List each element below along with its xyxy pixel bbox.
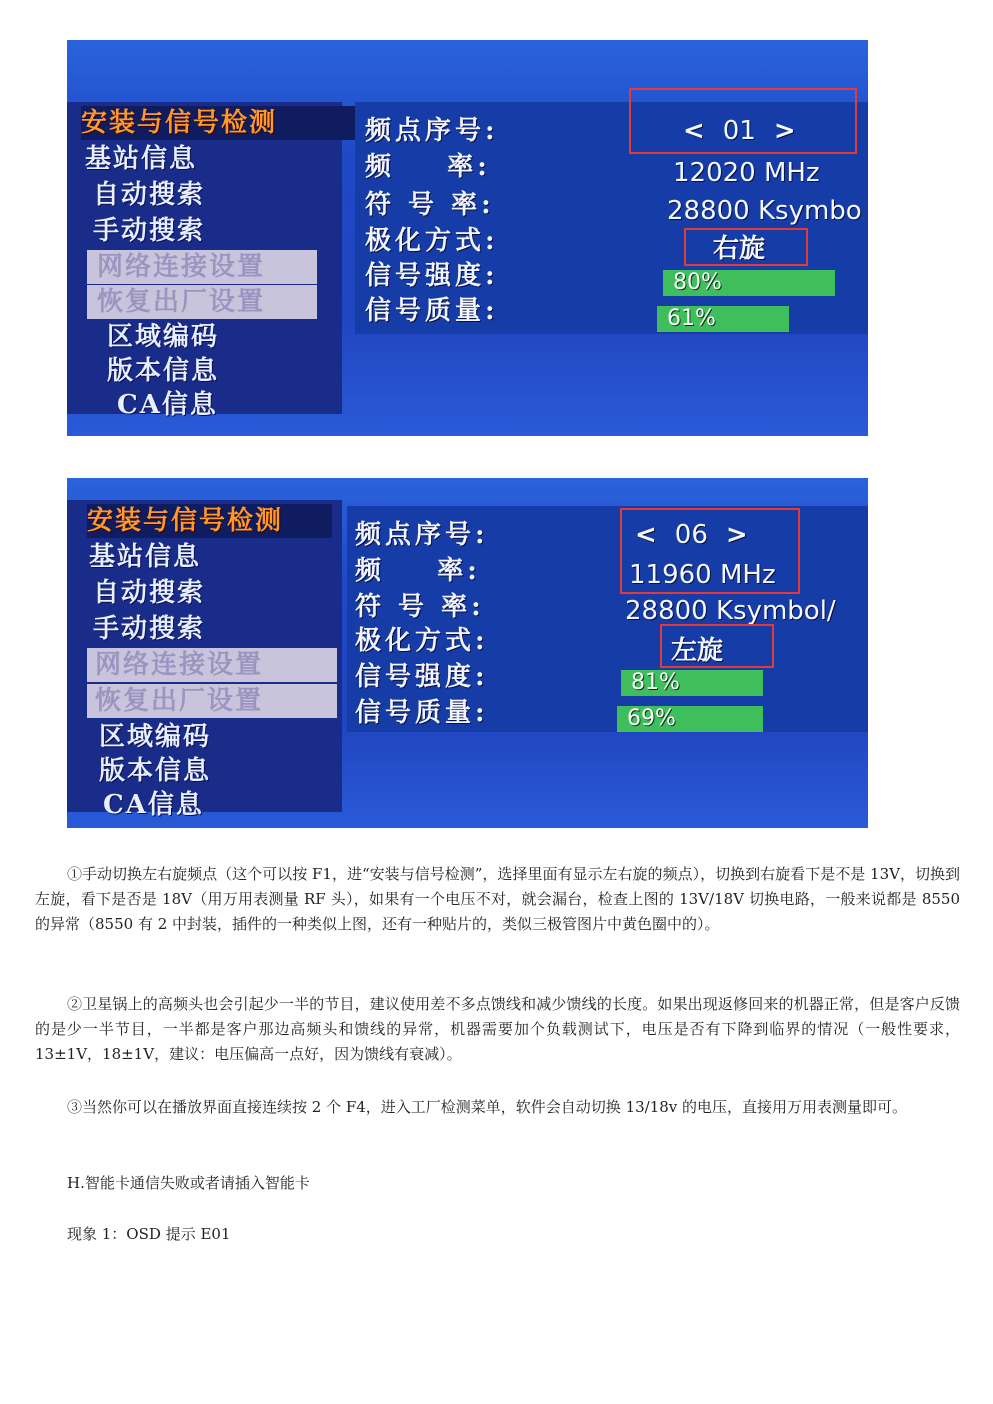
chevron-right-icon[interactable]: > <box>773 116 796 146</box>
side-menu <box>67 500 342 820</box>
phenomenon-line: 现象 1：OSD 提示 E01 <box>67 1225 231 1243</box>
side-menu <box>67 102 342 420</box>
menu-item-factory-reset[interactable]: 恢复出厂设置 <box>87 684 337 718</box>
menu-item-station-info[interactable]: 基站信息 <box>89 542 202 572</box>
polarization-value: 左旋 <box>671 636 724 666</box>
chevron-left-icon[interactable]: < <box>683 116 705 146</box>
highlight-box-channel-frequency <box>620 508 800 594</box>
quality-label: 信号质量: <box>355 698 489 728</box>
strength-label: 信号强度: <box>355 662 489 692</box>
menu-item-region-code[interactable]: 区域编码 <box>99 722 212 752</box>
menu-item-auto-search[interactable]: 自动搜索 <box>93 180 206 210</box>
paragraph-1: ①手动切换左右旋频点（这个可以按 F1，进“安装与信号检测”，选择里面有显示左右旋的频点），切换到右旋看下是不是 13V，切换到左旋，看下是否是 18V（用万用表测量 RF 头），如果有一个电压不对，就会漏台，检查上图的 13V/18V 切换电路，一般来说都是 8550 的异常（8550 有 2 中封装，插件的一种类似上图，还有一种贴片的，类似三极管图片中黄色圈中的）。 <box>35 865 960 933</box>
polarization-label: 极化方式: <box>355 626 489 656</box>
frequency-value: 12020 MHz <box>673 158 820 188</box>
strength-bar <box>663 270 835 296</box>
polarization-value: 右旋 <box>713 234 766 264</box>
quality-value: 61% <box>667 306 716 331</box>
quality-bar <box>617 706 763 732</box>
menu-item-version[interactable]: 版本信息 <box>107 356 220 386</box>
menu-item-network[interactable]: 网络连接设置 <box>87 648 337 682</box>
symbol-rate-label: 符 号 率: <box>365 190 495 220</box>
menu-item-install[interactable]: 安装与信号检测 <box>81 106 356 140</box>
frequency-label: 频 率: <box>365 152 491 182</box>
quality-label: 信号质量: <box>365 296 499 326</box>
channel-label: 频点序号: <box>365 116 499 146</box>
paragraph-2: ②卫星锅上的高频头也会引起少一半的节目，建议使用差不多点馈线和减少馈线的长度。如果出现返修回来的机器正常，但是客户反馈的是少一半节目，一半都是客户那边高频头和馈线的异常，机器需要加个负载测试下，电压是否有下降到临界的情况（一般性要求，13±1V，18±1V，建议：电压偏高一点好，因为馈线有衰减）。 <box>35 995 960 1063</box>
tv-screenshot-2 <box>67 478 868 828</box>
tv-screenshot-1 <box>67 40 868 436</box>
menu-item-region-code[interactable]: 区域编码 <box>107 322 220 352</box>
highlight-box-polarization <box>660 624 774 668</box>
menu-item-network[interactable]: 网络连接设置 <box>87 250 317 284</box>
strength-value: 80% <box>673 270 722 295</box>
menu-item-ca-info[interactable]: CA信息 <box>117 390 218 420</box>
section-heading: H.智能卡通信失败或者请插入智能卡 <box>67 1174 310 1192</box>
polarization-label: 极化方式: <box>365 226 499 256</box>
menu-item-factory-reset[interactable]: 恢复出厂设置 <box>87 285 317 319</box>
channel-label: 频点序号: <box>355 520 489 550</box>
frequency-label: 频 率: <box>355 556 481 586</box>
symbol-rate-value: 28800 Ksymbol/ <box>625 596 836 626</box>
menu-item-auto-search[interactable]: 自动搜索 <box>93 578 206 608</box>
menu-item-manual-search[interactable]: 手动搜索 <box>93 216 206 246</box>
symbol-rate-label: 符 号 率: <box>355 592 485 622</box>
menu-item-manual-search[interactable]: 手动搜索 <box>93 614 206 644</box>
strength-value: 81% <box>631 670 680 695</box>
channel-value: 01 <box>722 116 756 146</box>
menu-item-station-info[interactable]: 基站信息 <box>85 144 198 174</box>
chevron-left-icon[interactable]: < <box>635 520 657 550</box>
menu-item-version[interactable]: 版本信息 <box>99 756 212 786</box>
menu-item-install[interactable]: 安装与信号检测 <box>87 504 332 538</box>
quality-bar <box>657 306 789 332</box>
menu-item-ca-info[interactable]: CA信息 <box>103 790 204 820</box>
paragraph-3: ③当然你可以在播放界面直接连续按 2 个 F4，进入工厂检测菜单，软件会自动切换 13/18v 的电压，直接用万用表测量即可。 <box>67 1098 908 1116</box>
quality-value: 69% <box>627 706 676 731</box>
strength-bar <box>621 670 763 696</box>
symbol-rate-value: 28800 Ksymbo <box>667 196 862 226</box>
chevron-right-icon[interactable]: > <box>725 520 748 550</box>
channel-value: 06 <box>674 520 708 550</box>
highlight-box-channel <box>629 88 857 154</box>
frequency-value: 11960 MHz <box>629 560 776 590</box>
strength-label: 信号强度: <box>365 261 499 291</box>
highlight-box-polarization <box>684 228 808 266</box>
